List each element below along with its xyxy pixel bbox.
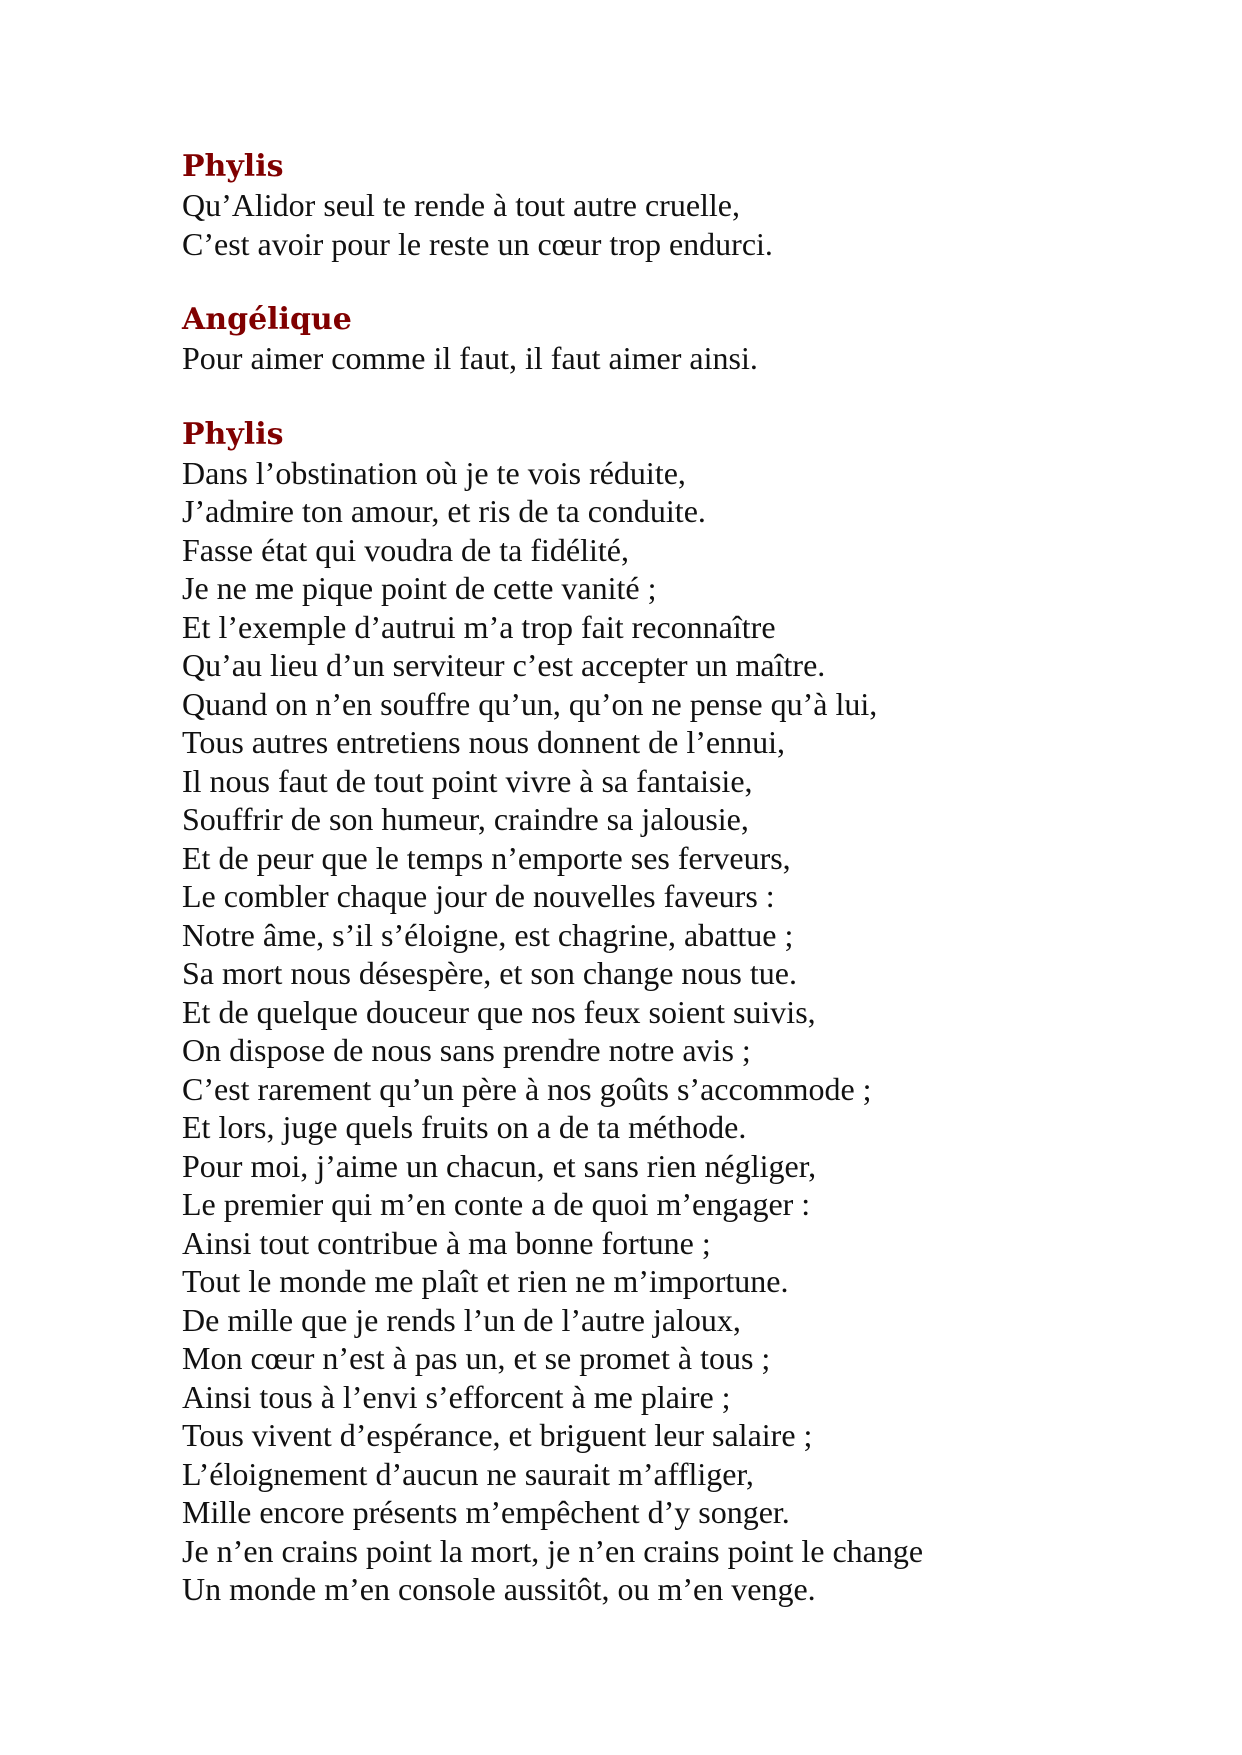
verse-line: Et de peur que le temps n’emporte ses ferveurs,	[182, 839, 791, 876]
verse-line: J’admire ton amour, et ris de ta conduite.	[182, 493, 706, 529]
speaker-name: Phylis	[182, 149, 284, 184]
verse-line: Notre âme, s’il s’éloigne, est chagrine, abattue ;	[182, 916, 794, 953]
verse-line: Et lors, juge quels fruits on a de ta méthode.	[182, 1109, 747, 1145]
stanza-gap	[182, 263, 1182, 301]
verse-line: De mille que je rends l’un de l’autre jaloux,	[182, 1301, 741, 1338]
speaker-name: Phylis	[182, 416, 284, 452]
verse-line: Tous vivent d’espérance, et briguent leur salaire ;	[182, 1417, 813, 1453]
verse-line: Mon cœur n’est à pas un, et se promet à tous ;	[182, 1340, 771, 1376]
verse-line: Un monde m’en console aussitôt, ou m’en venge.	[182, 1571, 816, 1607]
verse-line: Ainsi tout contribue à ma bonne fortune ;	[182, 1224, 711, 1261]
verse-line: Je ne me pique point de cette vanité ;	[182, 570, 657, 606]
stanza-gap	[182, 378, 1182, 416]
verse-line: L’éloignement d’aucun ne saurait m’affliger,	[182, 1455, 754, 1492]
verse-line: Dans l’obstination où je te vois réduite,	[182, 454, 686, 491]
verse-line: Le combler chaque jour de nouvelles faveurs :	[182, 878, 775, 914]
verse-line: On dispose de nous sans prendre notre avis ;	[182, 1032, 751, 1068]
verse-line: Fasse état qui voudra de ta fidélité,	[182, 531, 629, 568]
verse-line: Le premier qui m’en conte a de quoi m’engager :	[182, 1186, 811, 1222]
verse-line: Pour aimer comme il faut, il faut aimer ainsi.	[182, 340, 758, 376]
verse-line: Mille encore présents m’empêchent d’y songer.	[182, 1494, 790, 1530]
verse-line: C’est rarement qu’un père à nos goûts s’accommode ;	[182, 1070, 872, 1107]
speaker-name: Angélique	[182, 302, 352, 337]
play-text	[182, 148, 1182, 1609]
verse-line: Qu’Alidor seul te rende à tout autre cruelle,	[182, 187, 740, 223]
verse-line: Tous autres entretiens nous donnent de l’ennui,	[182, 724, 785, 760]
verse-line: Ainsi tous à l’envi s’efforcent à me plaire ;	[182, 1378, 731, 1415]
verse-line: Et l’exemple d’autrui m’a trop fait reconnaître	[182, 608, 776, 645]
verse-line: Il nous faut de tout point vivre à sa fantaisie,	[182, 762, 753, 799]
verse-line: C’est avoir pour le reste un cœur trop endurci.	[182, 225, 773, 262]
verse-line: Et de quelque douceur que nos feux soient suivis,	[182, 993, 816, 1030]
verse-line: Quand on n’en souffre qu’un, qu’on ne pense qu’à lui,	[182, 685, 878, 722]
verse-line: Sa mort nous désespère, et son change nous tue.	[182, 955, 797, 991]
verse-line: Souffrir de son humeur, craindre sa jalousie,	[182, 801, 749, 837]
verse-line: Pour moi, j’aime un chacun, et sans rien négliger,	[182, 1147, 817, 1184]
verse-line: Tout le monde me plaît et rien ne m’importune.	[182, 1263, 789, 1299]
verse-line: Je n’en crains point la mort, je n’en crains point le change	[182, 1532, 924, 1569]
verse-line: Qu’au lieu d’un serviteur c’est accepter un maître.	[182, 647, 826, 683]
